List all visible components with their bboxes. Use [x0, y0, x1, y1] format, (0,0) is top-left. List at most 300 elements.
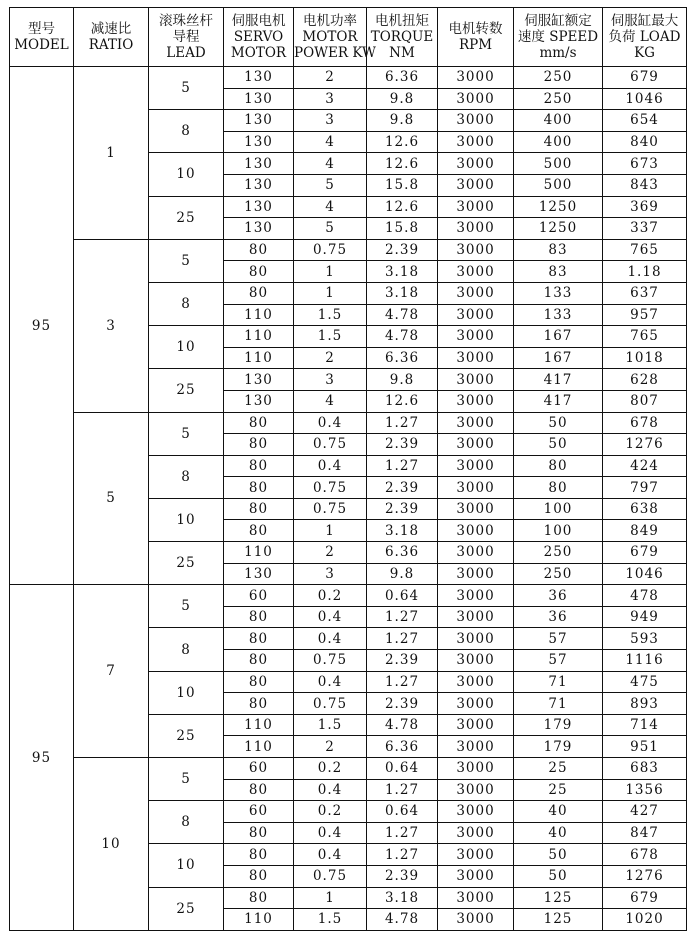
header-lead-zh: 滚珠丝杆: [159, 13, 213, 29]
servo-motor-cell: 80: [224, 477, 294, 499]
motor-power-cell: 2: [294, 736, 367, 758]
load-cell: 1020: [603, 909, 687, 931]
servo-motor-cell: 130: [224, 563, 294, 585]
motor-power-cell: 3: [294, 369, 367, 391]
motor-power-cell: 0.75: [294, 865, 367, 887]
speed-cell: 400: [514, 110, 603, 132]
speed-cell: 179: [514, 714, 603, 736]
speed-cell: 50: [514, 412, 603, 434]
load-cell: 478: [603, 585, 687, 607]
speed-cell: 100: [514, 498, 603, 520]
torque-cell: 4.78: [367, 909, 438, 931]
speed-cell: 36: [514, 606, 603, 628]
rpm-cell: 3000: [438, 758, 514, 780]
torque-cell: 9.8: [367, 88, 438, 110]
header-load-zh: 伺服缸最大: [610, 13, 679, 29]
torque-cell: 1.27: [367, 606, 438, 628]
load-cell: 593: [603, 628, 687, 650]
rpm-cell: 3000: [438, 369, 514, 391]
motor-power-cell: 2: [294, 67, 367, 89]
spec-table-container: [9, 7, 687, 931]
header-rpm-zh: 电机转数: [448, 21, 503, 37]
lead-cell: 5: [149, 412, 224, 455]
table-row: [10, 412, 687, 434]
rpm-cell: 3000: [438, 865, 514, 887]
speed-cell: 417: [514, 390, 603, 412]
motor-power-cell: 4: [294, 390, 367, 412]
load-cell: 1018: [603, 347, 687, 369]
motor-power-cell: 0.2: [294, 801, 367, 823]
rpm-cell: 3000: [438, 239, 514, 261]
lead-cell: 10: [149, 844, 224, 887]
load-cell: 427: [603, 801, 687, 823]
torque-cell: 9.8: [367, 110, 438, 132]
torque-cell: 3.18: [367, 887, 438, 909]
servo-motor-cell: 80: [224, 498, 294, 520]
header-torque-zh: 电机扭矩: [375, 13, 429, 29]
torque-cell: 12.6: [367, 196, 438, 218]
torque-cell: 6.36: [367, 347, 438, 369]
header-ratio-zh: 减速比: [90, 21, 132, 37]
load-cell: 714: [603, 714, 687, 736]
lead-cell: 8: [149, 110, 224, 153]
motor-power-cell: 4: [294, 196, 367, 218]
header-lead: [149, 8, 224, 67]
torque-cell: 0.64: [367, 758, 438, 780]
table-row: [10, 239, 687, 261]
rpm-cell: 3000: [438, 736, 514, 758]
servo-motor-cell: 80: [224, 693, 294, 715]
servo-motor-cell: 110: [224, 326, 294, 348]
header-speed-en2: mm/s: [539, 45, 577, 61]
torque-cell: 3.18: [367, 520, 438, 542]
torque-cell: 12.6: [367, 131, 438, 153]
speed-cell: 36: [514, 585, 603, 607]
header-load: [603, 8, 687, 67]
servo-motor-cell: 130: [224, 110, 294, 132]
ratio-cell: 10: [74, 758, 149, 931]
speed-cell: 250: [514, 563, 603, 585]
speed-cell: 100: [514, 520, 603, 542]
servo-motor-cell: 130: [224, 196, 294, 218]
lead-cell: 8: [149, 628, 224, 671]
rpm-cell: 3000: [438, 110, 514, 132]
rpm-cell: 3000: [438, 218, 514, 240]
torque-cell: 1.27: [367, 628, 438, 650]
header-lead-en2: LEAD: [166, 45, 206, 61]
motor-power-cell: 0.75: [294, 693, 367, 715]
load-cell: 807: [603, 390, 687, 412]
rpm-cell: 3000: [438, 304, 514, 326]
torque-cell: 3.18: [367, 261, 438, 283]
motor-power-cell: 0.4: [294, 844, 367, 866]
header-speed: [514, 8, 603, 67]
motor-power-cell: 2: [294, 347, 367, 369]
rpm-cell: 3000: [438, 844, 514, 866]
servo-motor-cell: 80: [224, 455, 294, 477]
rpm-cell: 3000: [438, 434, 514, 456]
motor-power-cell: 1: [294, 887, 367, 909]
speed-cell: 80: [514, 477, 603, 499]
servo-motor-cell: 80: [224, 779, 294, 801]
speed-cell: 50: [514, 865, 603, 887]
rpm-cell: 3000: [438, 261, 514, 283]
servo-motor-cell: 130: [224, 67, 294, 89]
load-cell: 1046: [603, 563, 687, 585]
servo-motor-cell: 110: [224, 304, 294, 326]
rpm-cell: 3000: [438, 390, 514, 412]
torque-cell: 2.39: [367, 239, 438, 261]
rpm-cell: 3000: [438, 196, 514, 218]
torque-cell: 2.39: [367, 498, 438, 520]
load-cell: 678: [603, 844, 687, 866]
load-cell: 679: [603, 67, 687, 89]
load-cell: 949: [603, 606, 687, 628]
load-cell: 957: [603, 304, 687, 326]
speed-cell: 71: [514, 693, 603, 715]
load-cell: 1116: [603, 650, 687, 672]
lead-cell: 25: [149, 714, 224, 757]
motor-power-cell: 3: [294, 88, 367, 110]
rpm-cell: 3000: [438, 779, 514, 801]
rpm-cell: 3000: [438, 174, 514, 196]
motor-power-cell: 1: [294, 261, 367, 283]
load-cell: 1046: [603, 88, 687, 110]
motor-power-cell: 4: [294, 131, 367, 153]
lead-cell: 25: [149, 196, 224, 239]
load-cell: 637: [603, 282, 687, 304]
rpm-cell: 3000: [438, 714, 514, 736]
motor-power-cell: 1.5: [294, 714, 367, 736]
load-cell: 840: [603, 131, 687, 153]
speed-cell: 1250: [514, 196, 603, 218]
header-servo-motor-en: SERVO: [233, 29, 284, 45]
servo-motor-cell: 80: [224, 434, 294, 456]
speed-cell: 25: [514, 779, 603, 801]
motor-power-cell: 5: [294, 218, 367, 240]
header-servo-motor-en2: MOTOR: [230, 45, 287, 61]
motor-power-cell: 1: [294, 282, 367, 304]
speed-cell: 400: [514, 131, 603, 153]
rpm-cell: 3000: [438, 455, 514, 477]
load-cell: 369: [603, 196, 687, 218]
lead-cell: 5: [149, 585, 224, 628]
servo-motor-cell: 80: [224, 606, 294, 628]
servo-motor-cell: 130: [224, 88, 294, 110]
motor-power-cell: 0.4: [294, 628, 367, 650]
servo-motor-cell: 80: [224, 844, 294, 866]
servo-motor-cell: 60: [224, 758, 294, 780]
header-model-zh: 型号: [28, 21, 55, 37]
load-cell: 843: [603, 174, 687, 196]
header-model: [10, 8, 74, 67]
torque-cell: 6.36: [367, 736, 438, 758]
motor-power-cell: 0.4: [294, 671, 367, 693]
load-cell: 678: [603, 412, 687, 434]
motor-power-cell: 0.75: [294, 434, 367, 456]
rpm-cell: 3000: [438, 650, 514, 672]
lead-cell: 10: [149, 326, 224, 369]
servo-motor-cell: 80: [224, 650, 294, 672]
servo-motor-cell: 80: [224, 671, 294, 693]
rpm-cell: 3000: [438, 347, 514, 369]
torque-cell: 0.64: [367, 585, 438, 607]
header-motor-power-en: MOTOR: [302, 29, 358, 45]
rpm-cell: 3000: [438, 887, 514, 909]
servo-motor-cell: 60: [224, 801, 294, 823]
load-cell: 893: [603, 693, 687, 715]
lead-cell: 10: [149, 671, 224, 714]
load-cell: 765: [603, 326, 687, 348]
servo-cylinder-spec-table: [9, 7, 687, 931]
lead-cell: 5: [149, 67, 224, 110]
motor-power-cell: 2: [294, 542, 367, 564]
motor-power-cell: 3: [294, 563, 367, 585]
lead-cell: 10: [149, 153, 224, 196]
header-motor-power-zh: 电机功率: [303, 13, 357, 29]
torque-cell: 2.39: [367, 434, 438, 456]
lead-cell: 25: [149, 542, 224, 585]
motor-power-cell: 0.4: [294, 822, 367, 844]
rpm-cell: 3000: [438, 520, 514, 542]
servo-motor-cell: 60: [224, 585, 294, 607]
speed-cell: 167: [514, 326, 603, 348]
torque-cell: 4.78: [367, 304, 438, 326]
torque-cell: 2.39: [367, 477, 438, 499]
load-cell: 638: [603, 498, 687, 520]
speed-cell: 83: [514, 261, 603, 283]
torque-cell: 12.6: [367, 153, 438, 175]
servo-motor-cell: 110: [224, 736, 294, 758]
torque-cell: 2.39: [367, 650, 438, 672]
torque-cell: 2.39: [367, 865, 438, 887]
model-cell: 95: [10, 67, 74, 585]
speed-cell: 250: [514, 88, 603, 110]
servo-motor-cell: 130: [224, 218, 294, 240]
servo-motor-cell: 130: [224, 153, 294, 175]
torque-cell: 1.27: [367, 779, 438, 801]
speed-cell: 80: [514, 455, 603, 477]
servo-motor-cell: 110: [224, 714, 294, 736]
motor-power-cell: 1.5: [294, 304, 367, 326]
motor-power-cell: 0.75: [294, 650, 367, 672]
header-ratio: [74, 8, 149, 67]
rpm-cell: 3000: [438, 326, 514, 348]
lead-cell: 8: [149, 455, 224, 498]
servo-motor-cell: 80: [224, 261, 294, 283]
header-torque: [367, 8, 438, 67]
load-cell: 654: [603, 110, 687, 132]
speed-cell: 57: [514, 628, 603, 650]
motor-power-cell: 0.75: [294, 239, 367, 261]
rpm-cell: 3000: [438, 542, 514, 564]
speed-cell: 1250: [514, 218, 603, 240]
lead-cell: 25: [149, 369, 224, 412]
rpm-cell: 3000: [438, 498, 514, 520]
servo-motor-cell: 80: [224, 865, 294, 887]
torque-cell: 1.27: [367, 671, 438, 693]
torque-cell: 1.27: [367, 844, 438, 866]
servo-motor-cell: 80: [224, 239, 294, 261]
load-cell: 628: [603, 369, 687, 391]
ratio-cell: 7: [74, 585, 149, 758]
load-cell: 1356: [603, 779, 687, 801]
speed-cell: 125: [514, 887, 603, 909]
servo-motor-cell: 130: [224, 174, 294, 196]
motor-power-cell: 4: [294, 153, 367, 175]
speed-cell: 50: [514, 844, 603, 866]
motor-power-cell: 0.2: [294, 585, 367, 607]
load-cell: 337: [603, 218, 687, 240]
servo-motor-cell: 80: [224, 520, 294, 542]
motor-power-cell: 1.5: [294, 326, 367, 348]
load-cell: 765: [603, 239, 687, 261]
load-cell: 951: [603, 736, 687, 758]
speed-cell: 125: [514, 909, 603, 931]
rpm-cell: 3000: [438, 477, 514, 499]
load-cell: 475: [603, 671, 687, 693]
torque-cell: 15.8: [367, 218, 438, 240]
torque-cell: 9.8: [367, 563, 438, 585]
rpm-cell: 3000: [438, 671, 514, 693]
header-motor-power-en2: POWER KW: [294, 45, 376, 61]
servo-motor-cell: 80: [224, 412, 294, 434]
speed-cell: 50: [514, 434, 603, 456]
speed-cell: 500: [514, 153, 603, 175]
load-cell: 847: [603, 822, 687, 844]
load-cell: 673: [603, 153, 687, 175]
torque-cell: 1.27: [367, 412, 438, 434]
torque-cell: 2.39: [367, 693, 438, 715]
rpm-cell: 3000: [438, 585, 514, 607]
lead-cell: 5: [149, 239, 224, 282]
header-load-en2: KG: [634, 45, 655, 61]
model-cell: 95: [10, 585, 74, 931]
ratio-cell: 3: [74, 239, 149, 412]
torque-cell: 9.8: [367, 369, 438, 391]
speed-cell: 167: [514, 347, 603, 369]
speed-cell: 40: [514, 822, 603, 844]
load-cell: 424: [603, 455, 687, 477]
load-cell: 679: [603, 887, 687, 909]
rpm-cell: 3000: [438, 153, 514, 175]
lead-cell: 8: [149, 282, 224, 325]
rpm-cell: 3000: [438, 606, 514, 628]
table-row: [10, 585, 687, 607]
torque-cell: 12.6: [367, 390, 438, 412]
motor-power-cell: 0.4: [294, 606, 367, 628]
speed-cell: 179: [514, 736, 603, 758]
speed-cell: 71: [514, 671, 603, 693]
servo-motor-cell: 110: [224, 347, 294, 369]
header-lead-en: 导程: [172, 29, 200, 45]
lead-cell: 5: [149, 758, 224, 801]
torque-cell: 3.18: [367, 282, 438, 304]
motor-power-cell: 1: [294, 520, 367, 542]
motor-power-cell: 0.75: [294, 477, 367, 499]
ratio-cell: 1: [74, 67, 149, 240]
load-cell: 797: [603, 477, 687, 499]
torque-cell: 6.36: [367, 542, 438, 564]
rpm-cell: 3000: [438, 412, 514, 434]
speed-cell: 133: [514, 282, 603, 304]
servo-motor-cell: 80: [224, 282, 294, 304]
load-cell: 849: [603, 520, 687, 542]
header-servo-motor-zh: 伺服电机: [231, 13, 286, 29]
servo-motor-cell: 130: [224, 369, 294, 391]
ratio-cell: 5: [74, 412, 149, 585]
speed-cell: 250: [514, 542, 603, 564]
torque-cell: 0.64: [367, 801, 438, 823]
load-cell: 679: [603, 542, 687, 564]
lead-cell: 10: [149, 498, 224, 541]
header-torque-en: TORQUE: [370, 29, 434, 45]
speed-cell: 133: [514, 304, 603, 326]
motor-power-cell: 3: [294, 110, 367, 132]
table-row: [10, 758, 687, 780]
torque-cell: 4.78: [367, 714, 438, 736]
header-speed-zh: 伺服缸额定: [524, 13, 592, 29]
motor-power-cell: 0.75: [294, 498, 367, 520]
motor-power-cell: 0.4: [294, 779, 367, 801]
load-cell: 1.18: [603, 261, 687, 283]
load-cell: 683: [603, 758, 687, 780]
rpm-cell: 3000: [438, 801, 514, 823]
rpm-cell: 3000: [438, 563, 514, 585]
servo-motor-cell: 80: [224, 628, 294, 650]
rpm-cell: 3000: [438, 131, 514, 153]
motor-power-cell: 0.2: [294, 758, 367, 780]
rpm-cell: 3000: [438, 67, 514, 89]
torque-cell: 6.36: [367, 67, 438, 89]
rpm-cell: 3000: [438, 88, 514, 110]
servo-motor-cell: 110: [224, 909, 294, 931]
torque-cell: 15.8: [367, 174, 438, 196]
motor-power-cell: 1.5: [294, 909, 367, 931]
header-torque-en2: NM: [389, 45, 415, 61]
lead-cell: 8: [149, 801, 224, 844]
servo-motor-cell: 80: [224, 822, 294, 844]
header-load-en: 负荷 LOAD: [608, 29, 681, 45]
rpm-cell: 3000: [438, 628, 514, 650]
speed-cell: 83: [514, 239, 603, 261]
rpm-cell: 3000: [438, 822, 514, 844]
servo-motor-cell: 130: [224, 131, 294, 153]
servo-motor-cell: 110: [224, 542, 294, 564]
servo-motor-cell: 80: [224, 887, 294, 909]
rpm-cell: 3000: [438, 282, 514, 304]
speed-cell: 250: [514, 67, 603, 89]
torque-cell: 4.78: [367, 326, 438, 348]
torque-cell: 1.27: [367, 455, 438, 477]
header-speed-en: 速度 SPEED: [517, 29, 599, 45]
speed-cell: 25: [514, 758, 603, 780]
table-row: [10, 67, 687, 89]
servo-motor-cell: 130: [224, 390, 294, 412]
load-cell: 1276: [603, 434, 687, 456]
header-model-en: MODEL: [14, 37, 69, 53]
speed-cell: 40: [514, 801, 603, 823]
rpm-cell: 3000: [438, 909, 514, 931]
load-cell: 1276: [603, 865, 687, 887]
header-rpm: [438, 8, 514, 67]
torque-cell: 1.27: [367, 822, 438, 844]
lead-cell: 25: [149, 887, 224, 930]
speed-cell: 57: [514, 650, 603, 672]
header-rpm-en: RPM: [458, 37, 493, 53]
motor-power-cell: 5: [294, 174, 367, 196]
rpm-cell: 3000: [438, 693, 514, 715]
